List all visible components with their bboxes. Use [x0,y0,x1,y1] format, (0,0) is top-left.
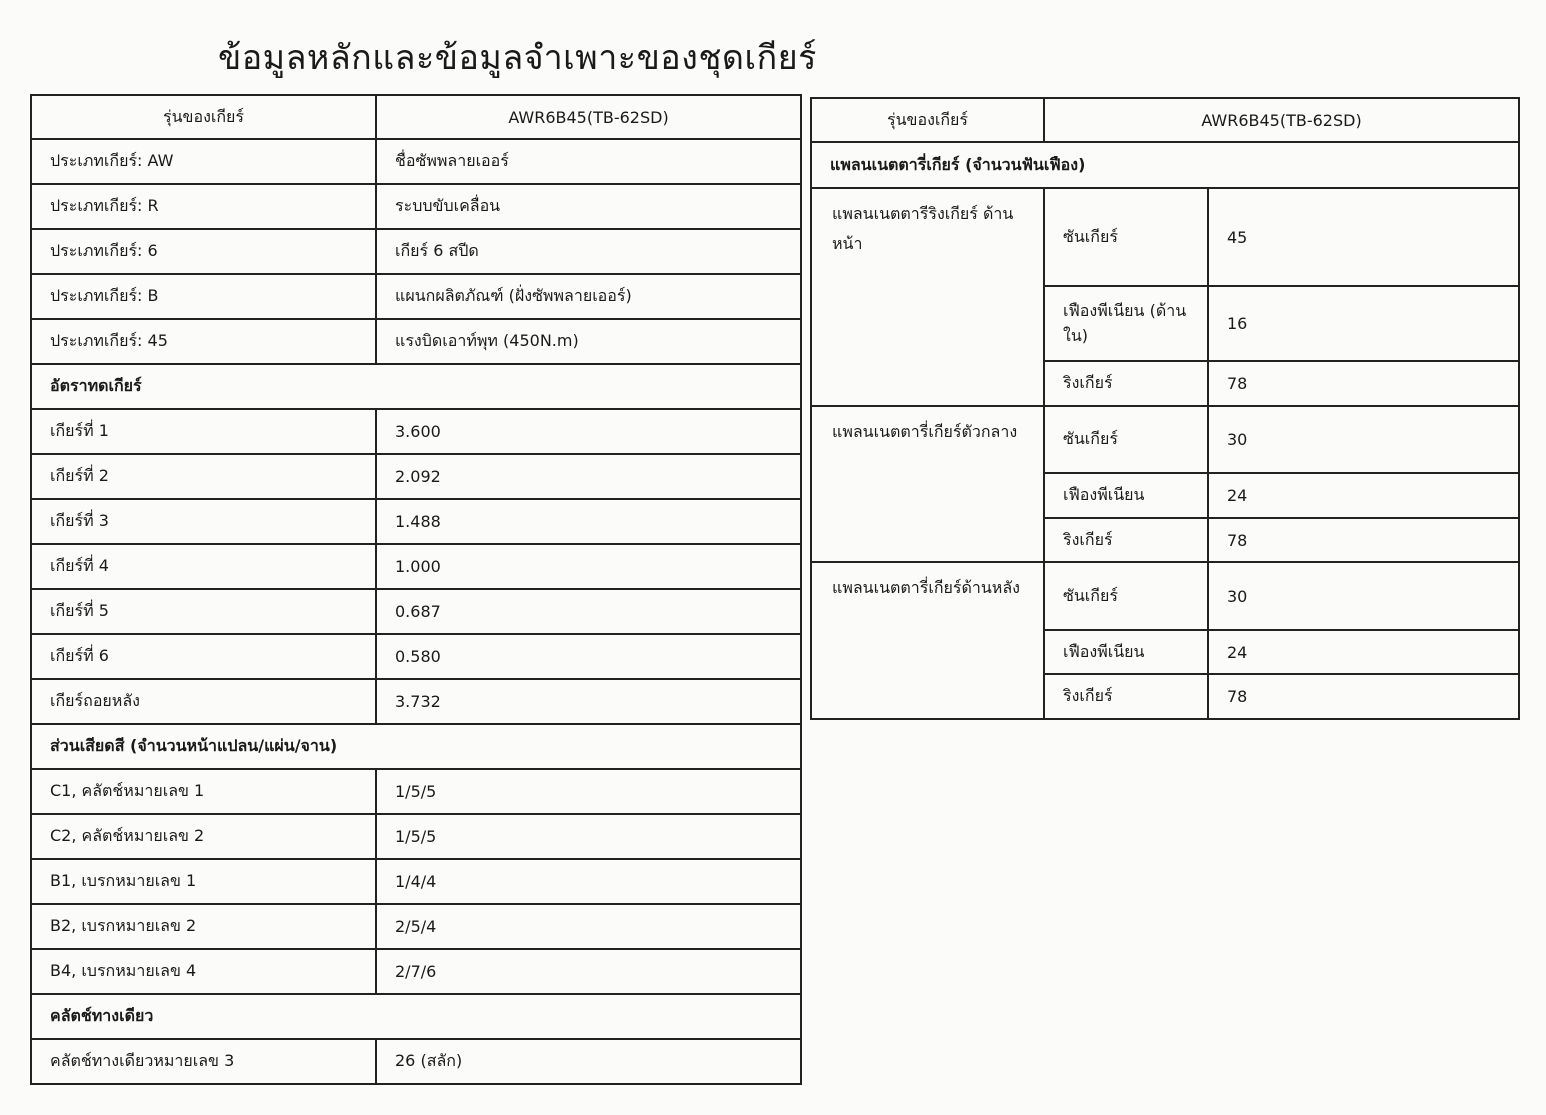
gear-part-label: เฟืองพีเนียน [1044,473,1208,518]
row-value: 1/5/5 [376,814,801,859]
row-value: 1/4/4 [376,859,801,904]
friction-section [31,724,801,769]
row-value: 2.092 [376,454,801,499]
tooth-count: 78 [1208,361,1519,406]
gear-type-row [31,229,801,274]
friction-row [31,859,801,904]
gear-ratio-row [31,544,801,589]
table-header-row [31,95,801,139]
row-label: เกียร์ถอยหลัง [31,679,376,724]
row-label: B1, เบรกหมายเลข 1 [31,859,376,904]
gear-part-label: เฟืองพีเนียน (ด้านใน) [1044,286,1208,361]
row-value: 0.687 [376,589,801,634]
section-heading: แพลนเนตตารี่เกียร์ (จำนวนฟันเฟือง) [811,142,1519,188]
gear-type-row [31,274,801,319]
gear-part-label: ริงเกียร์ [1044,518,1208,562]
row-label: C1, คลัตช์หมายเลข 1 [31,769,376,814]
row-value: 1.488 [376,499,801,544]
row-value: แรงบิดเอาท์พุท (450N.m) [376,319,801,364]
row-label: B2, เบรกหมายเลข 2 [31,904,376,949]
row-value: แผนกผลิตภัณฑ์ (ฝั่งซัพพลายเออร์) [376,274,801,319]
planetary-gear-table [810,97,1520,720]
planetary-row [811,188,1519,286]
tooth-count: 24 [1208,473,1519,518]
row-label: B4, เบรกหมายเลข 4 [31,949,376,994]
planetary-group-name: แพลนเนตตารี่เกียร์ตัวกลาง [811,406,1044,562]
row-label: ประเภทเกียร์: R [31,184,376,229]
one-way-clutch-section [31,994,801,1039]
planetary-row [811,562,1519,630]
row-label: ประเภทเกียร์: 45 [31,319,376,364]
row-label: ประเภทเกียร์: 6 [31,229,376,274]
gear-ratio-row [31,634,801,679]
row-value: 26 (สลัก) [376,1039,801,1084]
planetary-group-name: แพลนเนตตารีริงเกียร์ ด้านหน้า [811,188,1044,406]
section-heading: อัตราทดเกียร์ [31,364,801,409]
tooth-count: 30 [1208,562,1519,630]
row-label: เกียร์ที่ 3 [31,499,376,544]
gear-ratio-row [31,409,801,454]
header-value: AWR6B45(TB-62SD) [376,95,801,139]
row-label: คลัตช์ทางเดียวหมายเลข 3 [31,1039,376,1084]
gear-type-row [31,184,801,229]
row-value: เกียร์ 6 สปีด [376,229,801,274]
gear-part-label: เฟืองพีเนียน [1044,630,1208,674]
page-title: ข้อมูลหลักและข้อมูลจำเพาะของชุดเกียร์ [218,38,817,78]
row-value: ชื่อซัพพลายเออร์ [376,139,801,184]
gear-ratio-row [31,679,801,724]
planetary-section [811,142,1519,188]
header-value: AWR6B45(TB-62SD) [1044,98,1519,142]
row-label: เกียร์ที่ 1 [31,409,376,454]
row-label: เกียร์ที่ 6 [31,634,376,679]
row-value: 1/5/5 [376,769,801,814]
friction-row [31,904,801,949]
section-heading: คลัตช์ทางเดียว [31,994,801,1039]
gear-type-row [31,319,801,364]
tooth-count: 30 [1208,406,1519,473]
tooth-count: 78 [1208,518,1519,562]
friction-row [31,769,801,814]
row-value: 3.732 [376,679,801,724]
row-label: C2, คลัตช์หมายเลข 2 [31,814,376,859]
planetary-group-name: แพลนเนตตารี่เกียร์ด้านหลัง [811,562,1044,719]
row-value: 1.000 [376,544,801,589]
gear-ratio-row [31,499,801,544]
row-label: ประเภทเกียร์: AW [31,139,376,184]
row-label: ประเภทเกียร์: B [31,274,376,319]
gear-type-row [31,139,801,184]
gear-part-label: ริงเกียร์ [1044,361,1208,406]
tooth-count: 45 [1208,188,1519,286]
gear-ratio-row [31,454,801,499]
row-label: เกียร์ที่ 2 [31,454,376,499]
one-way-clutch-row [31,1039,801,1084]
row-value: 2/7/6 [376,949,801,994]
header-label: รุ่นของเกียร์ [31,95,376,139]
section-heading: ส่วนเสียดสี (จำนวนหน้าแปลน/แผ่น/จาน) [31,724,801,769]
gear-part-label: ซันเกียร์ [1044,188,1208,286]
gear-ratio-row [31,589,801,634]
header-label: รุ่นของเกียร์ [811,98,1044,142]
row-label: เกียร์ที่ 5 [31,589,376,634]
row-value: 3.600 [376,409,801,454]
row-label: เกียร์ที่ 4 [31,544,376,589]
row-value: ระบบขับเคลื่อน [376,184,801,229]
tooth-count: 78 [1208,674,1519,719]
row-value: 2/5/4 [376,904,801,949]
planetary-row [811,406,1519,473]
friction-row [31,814,801,859]
tooth-count: 24 [1208,630,1519,674]
gear-part-label: ซันเกียร์ [1044,406,1208,473]
row-value: 0.580 [376,634,801,679]
main-specs-table [30,94,802,1085]
tooth-count: 16 [1208,286,1519,361]
friction-row [31,949,801,994]
gear-ratio-section [31,364,801,409]
table-header-row [811,98,1519,142]
gear-part-label: ซันเกียร์ [1044,562,1208,630]
gear-part-label: ริงเกียร์ [1044,674,1208,719]
